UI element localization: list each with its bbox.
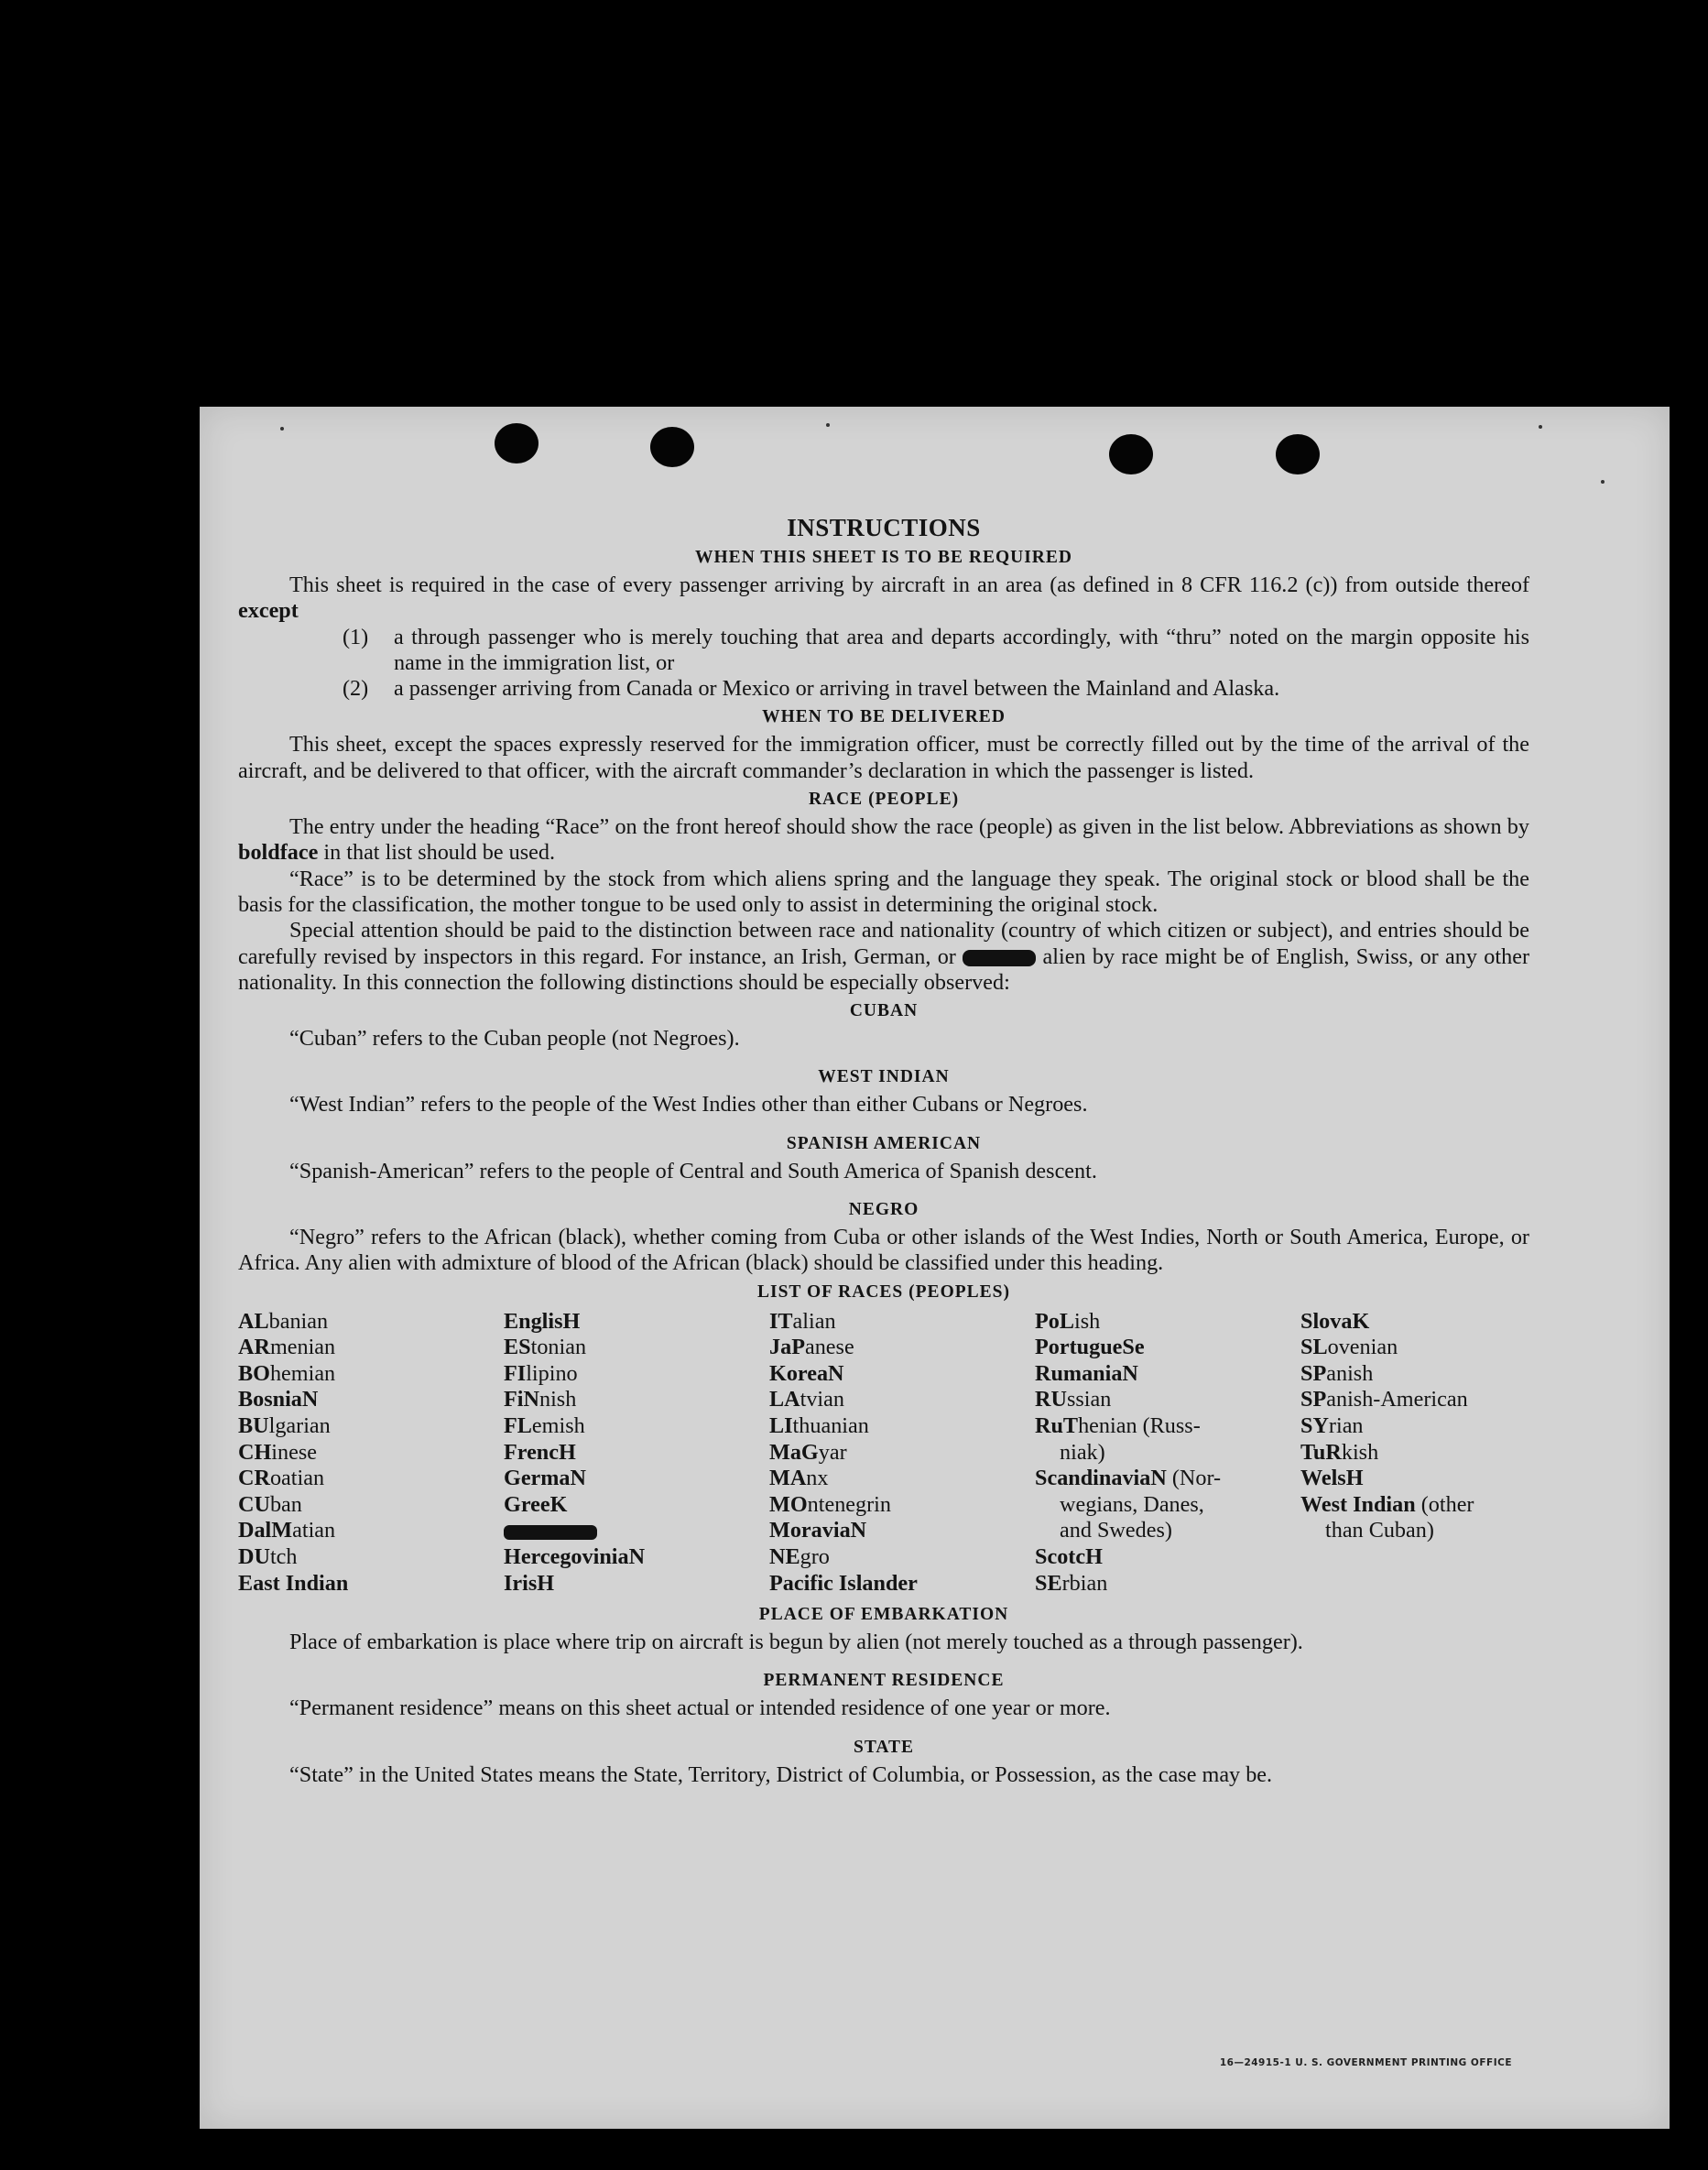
speck bbox=[826, 423, 830, 427]
race-entry: DUtch bbox=[238, 1543, 298, 1569]
race-entry: NEgro bbox=[769, 1543, 830, 1569]
delivered-text: This sheet, except the spaces expressly reserved for the immigration officer, must be correctly filled out by the time of the arrival of the aircraft, and be delivered to that officer, with the aircraft commander’s declaration in which the passenger is listed. bbox=[238, 732, 1529, 783]
race-entry: DalMatian bbox=[238, 1518, 336, 1543]
residence-text: “Permanent residence” means on this sheet actual or intended residence of one year or more. bbox=[289, 1696, 1111, 1721]
race-entry: ARmenian bbox=[238, 1335, 336, 1360]
race-entry: wegians, Danes, bbox=[1060, 1491, 1204, 1517]
heading-residence: PERMANENT RESIDENCE bbox=[763, 1671, 1005, 1691]
race-entry: CRoatian bbox=[238, 1466, 325, 1491]
race-entry: KoreaN bbox=[769, 1360, 844, 1386]
race-entry: Pacific Islander bbox=[769, 1570, 918, 1596]
race-entry: MoraviaN bbox=[769, 1518, 867, 1543]
race-entry: BUlgarian bbox=[238, 1413, 331, 1439]
exception-item: (2) a passenger arriving from Canada or Mexico or arriving in travel between the Mainland and Alaska. bbox=[343, 676, 1280, 702]
race-entry: ScandinaviaN (Nor- bbox=[1035, 1466, 1222, 1491]
state-text: “State” in the United States means the State, Territory, District of Columbia, or Possession, as the case may be. bbox=[289, 1761, 1273, 1787]
exception-item: (1) a through passenger who is merely touching that area and departs accordingly, with “thru” noted on the margin opposite his name in the immigration list, or bbox=[343, 624, 1529, 675]
race-entry: FLemish bbox=[504, 1413, 585, 1439]
punch-hole bbox=[495, 423, 539, 463]
speck bbox=[1601, 480, 1605, 484]
races-column bbox=[1035, 1309, 1300, 1598]
race-entry: HercegoviniaN bbox=[504, 1543, 646, 1569]
required-intro: This sheet is required in the case of every passenger arriving by aircraft in an area (as defined in 8 CFR 116.2 (c)) from outside thereof except bbox=[238, 572, 1529, 624]
race-entry: FiNnish bbox=[504, 1387, 577, 1412]
race-entry: ITalian bbox=[769, 1308, 836, 1334]
race-entry: FrencH bbox=[504, 1439, 576, 1465]
races-column bbox=[1300, 1309, 1529, 1598]
heading-when-required: WHEN THIS SHEET IS TO BE REQUIRED bbox=[695, 548, 1072, 567]
race-entry: SErbian bbox=[1035, 1570, 1108, 1596]
punch-hole bbox=[1109, 434, 1153, 474]
heading-list-of-races: LIST OF RACES (PEOPLES) bbox=[756, 1281, 1010, 1302]
race-entry: JaPanese bbox=[769, 1335, 854, 1360]
race-entry: TuRkish bbox=[1300, 1439, 1379, 1465]
race-entry: niak) bbox=[1060, 1439, 1105, 1465]
definition-text: “West Indian” refers to the people of the West Indies other than either Cubans or Negroes. bbox=[289, 1092, 1088, 1118]
race-entry: LAtvian bbox=[769, 1387, 844, 1412]
race-entry: BosniaN bbox=[238, 1387, 319, 1412]
races-column bbox=[504, 1309, 769, 1598]
race-entry: ALbanian bbox=[238, 1308, 329, 1334]
document-page bbox=[200, 407, 1670, 2129]
race-entry: East Indian bbox=[238, 1570, 349, 1596]
race-paragraph: The entry under the heading “Race” on the front hereof should show the race (people) as given in the list below. Abbreviations as shown by boldface in that list should be used. bbox=[238, 814, 1529, 866]
races-list bbox=[238, 1309, 1529, 1598]
race-entry: GermaN bbox=[504, 1466, 586, 1491]
race-entry: SPanish bbox=[1300, 1360, 1374, 1386]
race-entry: SLovenian bbox=[1300, 1335, 1398, 1360]
redaction-mark bbox=[963, 950, 1036, 966]
definition-text: “Negro” refers to the African (black), whether coming from Cuba or other islands of the West Indies, North or South America, Europe, or Africa. Any alien with admixture of blood of the African (black) should be classified under this heading. bbox=[238, 1225, 1529, 1276]
race-entry: SPanish-American bbox=[1300, 1387, 1468, 1412]
race-entry: MaGyar bbox=[769, 1439, 847, 1465]
heading-when-delivered: WHEN TO BE DELIVERED bbox=[762, 707, 1006, 727]
race-entry: EStonian bbox=[504, 1335, 587, 1360]
race-entry: GreeK bbox=[504, 1491, 568, 1517]
race-entry: SYrian bbox=[1300, 1413, 1364, 1439]
race-entry: SlovaK bbox=[1300, 1308, 1370, 1334]
race-entry: MOntenegrin bbox=[769, 1491, 891, 1517]
race-entry: PortugueSe bbox=[1035, 1335, 1145, 1360]
race-entry: RumaniaN bbox=[1035, 1360, 1138, 1386]
definition-text: “Cuban” refers to the Cuban people (not Negroes). bbox=[289, 1026, 740, 1052]
race-paragraph: “Race” is to be determined by the stock from which aliens spring and the language they speak. The original stock or blood shall be the basis for the classification, the mother tongue to be used only to assist in determining the original stock. bbox=[238, 866, 1529, 917]
heading-cuban: CUBAN bbox=[849, 1001, 919, 1021]
race-entry: RuThenian (Russ- bbox=[1035, 1413, 1201, 1439]
race-entry: than Cuban) bbox=[1325, 1518, 1434, 1543]
race-entry: FIlipino bbox=[504, 1360, 578, 1386]
races-column bbox=[769, 1309, 1035, 1598]
race-entry: CHinese bbox=[238, 1439, 317, 1465]
race-entry: and Swedes) bbox=[1060, 1518, 1172, 1543]
punch-hole bbox=[650, 427, 694, 467]
embarkation-text: Place of embarkation is place where trip on aircraft is begun by alien (not merely touched as a through passenger). bbox=[289, 1630, 1303, 1655]
page-title: INSTRUCTIONS bbox=[787, 514, 981, 541]
heading-west-indian: WEST INDIAN bbox=[818, 1067, 950, 1087]
races-column bbox=[238, 1309, 504, 1598]
heading-spanish-american: SPANISH AMERICAN bbox=[786, 1133, 982, 1153]
race-entry: MAnx bbox=[769, 1466, 829, 1491]
race-entry bbox=[504, 1518, 769, 1544]
race-entry: ScotcH bbox=[1035, 1543, 1103, 1569]
heading-embarkation: PLACE OF EMBARKATION bbox=[758, 1605, 1009, 1625]
heading-negro: NEGRO bbox=[848, 1200, 919, 1220]
race-paragraph: Special attention should be paid to the distinction between race and nationality (country of which citizen or subject), and entries should be carefully revised by inspectors in this regard. For instance, an Irish, German, or alien by race might be of English, Swiss, or any other nationality. In this connection the following distinctions should be especially observed: bbox=[238, 918, 1530, 995]
race-entry: IrisH bbox=[504, 1570, 555, 1596]
race-entry: CUban bbox=[238, 1491, 302, 1517]
instructions-content bbox=[238, 513, 1529, 1788]
printing-office-code: 16—24915-1 U. S. GOVERNMENT PRINTING OFFICE bbox=[1219, 2057, 1512, 2068]
race-entry: EnglisH bbox=[504, 1308, 581, 1334]
heading-state: STATE bbox=[853, 1737, 915, 1757]
race-entry: RUssian bbox=[1035, 1387, 1112, 1412]
race-entry: PoLish bbox=[1035, 1308, 1101, 1334]
speck bbox=[280, 427, 284, 431]
race-entry: LIthuanian bbox=[769, 1413, 869, 1439]
punch-hole bbox=[1276, 434, 1320, 474]
race-entry: BOhemian bbox=[238, 1360, 336, 1386]
heading-race: RACE (PEOPLE) bbox=[808, 790, 960, 810]
redaction-mark bbox=[504, 1525, 597, 1540]
speck bbox=[1539, 425, 1542, 429]
definition-text: “Spanish-American” refers to the people of Central and South America of Spanish descent. bbox=[289, 1158, 1097, 1183]
race-entry: West Indian (other bbox=[1300, 1491, 1474, 1517]
race-entry: WelsH bbox=[1300, 1466, 1364, 1491]
